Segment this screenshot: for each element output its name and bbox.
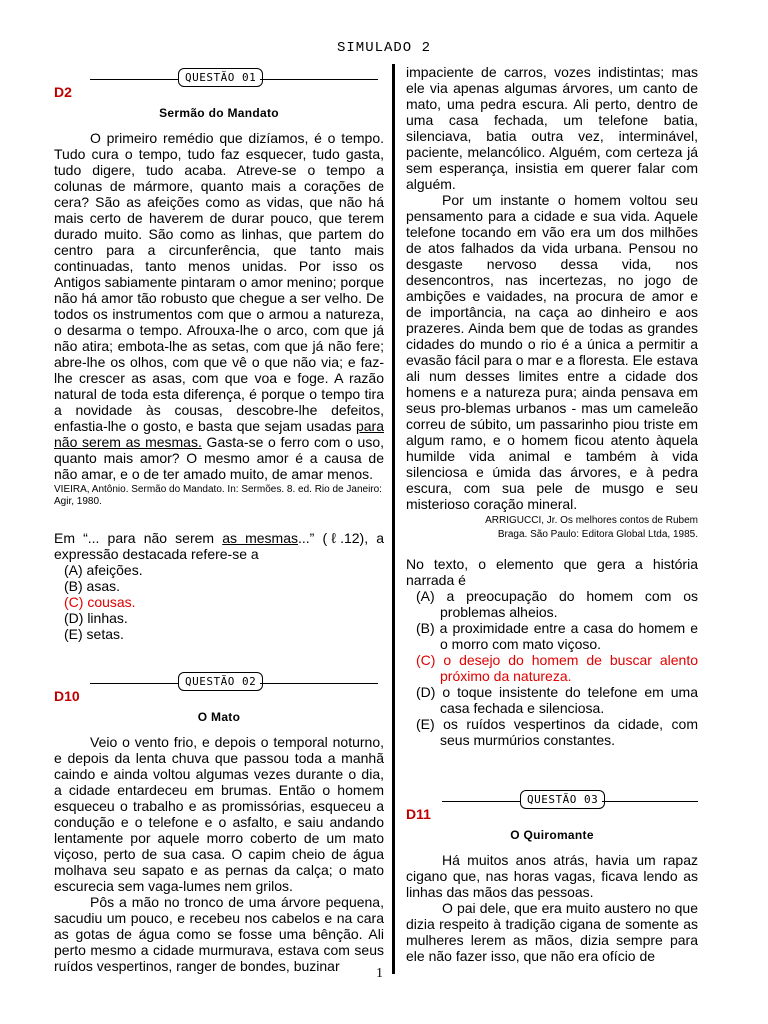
descriptor-badge: D10	[54, 688, 80, 704]
text-title: O Mato	[197, 710, 241, 724]
answer-options	[406, 588, 698, 748]
question-02	[54, 668, 384, 974]
header-rule-right	[260, 79, 378, 80]
text-paragraph-2-continued: impaciente de carros, vozes indistintas; mas ele via apenas algumas árvores, um canto de mato, uma pedra escura. Ali perto, dentro de uma casa fechada, um telefone batia, silenciava, batia outra vez, interminável, paciente, melancólico. Alguém, com certeza já sem esperança, insistia em querer falar com alguém.	[406, 64, 698, 192]
question-label: QUESTÃO 03	[520, 790, 605, 809]
option-c-correct[interactable]: (C) cousas.	[64, 594, 136, 610]
page-header: SIMULADO 2	[336, 40, 431, 56]
right-column	[406, 64, 698, 964]
text-source-line-2: Braga. São Paulo: Editora Global Ltda, 1985.	[497, 529, 698, 540]
text-paragraph-2: O pai dele, que era muito austero no que dizia respeito à tradição cigana de somente as mulheres lerem as mãos, dizia sempre para ele não fazer isso, que não era ofício de	[406, 900, 698, 964]
question-stem: Em “... para não serem as mesmas...” (ℓ.12), a expressão destacada refere-se a	[54, 530, 384, 562]
text-source-line-1: ARRIGUCCI, Jr. Os melhores contos de Rubem	[485, 515, 698, 526]
option-e[interactable]: (E) setas.	[64, 626, 124, 642]
text-title: O Quiromante	[510, 828, 594, 842]
descriptor-badge: D11	[406, 806, 431, 822]
option-d[interactable]: (D) o toque insistente do telefone em uma casa fechada e silenciosa.	[416, 684, 698, 716]
text-title: Sermão do Mandato	[159, 106, 279, 120]
header-rule-left	[442, 801, 522, 802]
text-paragraph-3: Por um instante o homem voltou seu pensamento para a cidade e sua vida. Aquele telefone tocando em vão era um dos milhões de atos falhados da vida urbana. Pensou no desgaste nervoso dessa vida, nos desencontros, nas incertezas, no jogo de ambições e vaidades, na procura de amor e de importância, na caça ao dinheiro e aos prazeres. Ainda bem que de todas as grandes cidades do mundo o rio é a única a permitir a evasão fácil para o mar e a floresta. Ele estava ali num desses limites entre a cidade dos homens e a natureza pura; ainda pensava em seus pro-blemas urbanos - mas um cameleão correu de súbito, um passarinho piou triste em algum ramo, e o homem ficou atento àquela humilde vida animal e também à vida silenciosa e úmida das árvores, e à pedra escura, com sua pele de musgo e seu misterioso coração mineral.	[406, 192, 698, 512]
highlighted-expression: para não serem as mesmas.	[54, 418, 384, 450]
page-number: 1	[376, 966, 383, 981]
header-rule-left	[90, 79, 180, 80]
option-d[interactable]: (D) linhas.	[64, 610, 128, 626]
option-b[interactable]: (B) asas.	[64, 578, 121, 594]
option-a[interactable]: (A) a preocupação do homem com os problemas alheios.	[416, 588, 698, 620]
question-label: QUESTÃO 02	[178, 672, 263, 691]
text-body: O primeiro remédio que dizíamos, é o tempo. Tudo cura o tempo, tudo faz esquecer, tudo gasta, tudo digere, tudo acaba. Atreve-se o tempo a colunas de mármore, quanto mais a corações de cera? São as afeições como as vidas, que não há mais certo de haverem de durar pouco, que terem durado muito. São como as linhas, que partem do centro para a circunferência, que tanto mais continuadas, tanto menos unidas. Por isso os Antigos sabiamente pintaram o amor menino; porque não há amor tão robusto que chegue a ser velho. De todos os instrumentos com que o armou a natureza, o desarma o tempo. Afrouxa-lhe o arco, com que já não atira; embota-lhe as setas, com que já não fere; abre-lhe os olhos, com que vê o que não via; e faz-lhe crescer as asas, com que voa e foge. A razão natural de toda esta diferença, é porque o tempo tira a novidade às cousas, descobre-lhe defeitos, enfastia-lhe o gosto, e basta que sejam usadas para não serem as mesmas. Gasta-se o ferro com o uso, quanto mais amor? O mesmo amor é a causa de não amar, e o de ter amado muito, de amar menos.	[54, 130, 385, 482]
text-paragraph-1: Veio o vento frio, e depois o temporal noturno, e depois da lenta chuva que passou toda a manhã caindo e ainda voltou algumas vezes durante o dia, a cidade entardeceu em brumas. Então o homem esqueceu o trabalho e as promissórias, esqueceu a condução e o telefone e o asfalto, e saiu andando lentamente por aquele morro coberto de um mato viçoso, perto de sua casa. O capim cheio de água molhava seu sapato e as pernas da calça; o mato escurecia sem vaga-lumes nem grilos.	[54, 734, 384, 894]
header-rule-right	[602, 801, 698, 802]
option-e[interactable]: (E) os ruídos vespertinos da cidade, com seus murmúrios constantes.	[416, 716, 698, 748]
answer-options	[54, 562, 384, 642]
descriptor-badge: D2	[54, 84, 72, 100]
option-b[interactable]: (B) a proximidade entre a casa do homem e o morro com mato viçoso.	[416, 620, 698, 652]
option-a[interactable]: (A) afeições.	[64, 562, 143, 578]
question-stem: No texto, o elemento que gera a história narrada é	[406, 556, 698, 588]
header-rule-left	[90, 683, 180, 684]
option-c-correct[interactable]: (C) o desejo do homem de buscar alento próximo da natureza.	[416, 652, 698, 684]
question-header	[406, 786, 698, 822]
text-source: VIEIRA, Antônio. Sermão do Mandato. In: Sermões. 8. ed. Rio de Janeiro: Agir, 1980.	[54, 484, 382, 507]
header-rule-right	[260, 683, 378, 684]
column-divider	[392, 64, 395, 974]
question-01	[54, 64, 384, 642]
left-column	[54, 64, 384, 974]
question-label: QUESTÃO 01	[178, 68, 263, 87]
question-03	[406, 786, 698, 964]
text-paragraph-1: Há muitos anos atrás, havia um rapaz cigano que, nas horas vagas, ficava lendo as linhas das mãos das pessoas.	[406, 852, 698, 900]
text-paragraph-2: Pôs a mão no tronco de uma árvore pequena, sacudiu um pouco, e recebeu nos cabelos e na cara as gotas de água como se fosse uma bênção. Ali perto mesmo a cidade murmurava, estava com seus ruídos vespertinos, ranger de bondes, buzinar	[54, 894, 384, 974]
question-header	[54, 668, 384, 704]
question-header	[54, 64, 384, 100]
